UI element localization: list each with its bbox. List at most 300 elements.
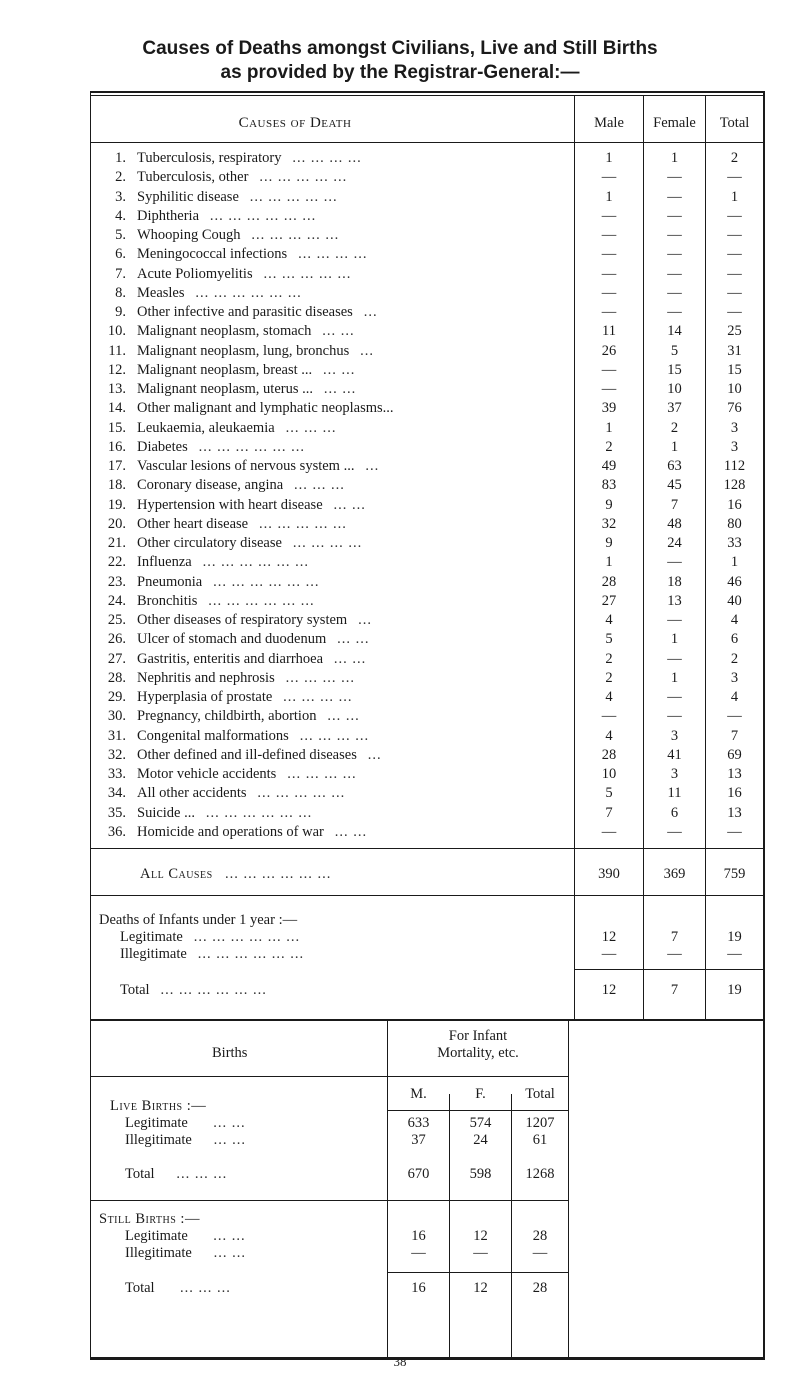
cause-label: Measles — [137, 285, 185, 301]
cause-number: 22. — [107, 554, 126, 570]
cause-label: Coronary disease, angina — [137, 477, 284, 493]
cause-number: 17. — [107, 458, 126, 474]
cause-label: Other infective and parasitic diseases — [137, 304, 353, 320]
cause-spacer — [276, 766, 287, 782]
table-top-border — [90, 91, 764, 93]
cause-female: — — [667, 266, 682, 282]
infants-top-rule — [90, 895, 764, 896]
cause-number: 7. — [115, 266, 126, 282]
cause-number: 23. — [107, 574, 126, 590]
cause-female: 7 — [670, 497, 679, 513]
cause-spacer — [185, 285, 196, 301]
cause-spacer — [313, 381, 324, 397]
cause-label: Congenital malformations — [137, 728, 289, 744]
cause-total: — — [727, 208, 742, 224]
cause-spacer — [241, 227, 252, 243]
cause-female: 1 — [670, 150, 679, 166]
live-legit-m: 633 — [407, 1115, 430, 1131]
cause-spacer — [326, 631, 337, 647]
cause-leader-dots: ... ... — [322, 323, 355, 339]
cause-label: Malignant neoplasm, stomach — [137, 323, 312, 339]
cause-number: 15. — [107, 420, 126, 436]
cause-spacer — [323, 651, 334, 667]
cause-male: 4 — [605, 612, 613, 628]
cause-total: 16 — [727, 785, 742, 801]
cause-total: 46 — [727, 574, 742, 590]
cause-leader-dots: ... ... ... ... — [285, 670, 355, 686]
cause-female: 41 — [667, 747, 682, 763]
still-total-m: 16 — [411, 1280, 426, 1296]
cause-total: 76 — [727, 400, 742, 416]
cause-spacer — [272, 689, 283, 705]
cause-label: Motor vehicle accidents — [137, 766, 277, 782]
cause-number: 14. — [107, 400, 126, 416]
infants-illegit-label: Illegitimate ... ... ... ... ... ... — [120, 946, 305, 962]
cause-total: 2 — [730, 150, 739, 166]
cause-leader-dots: ... ... ... ... — [292, 150, 362, 166]
cause-spacer — [248, 516, 259, 532]
cause-label: Malignant neoplasm, lung, bronchus — [137, 343, 350, 359]
cause-name — [137, 477, 345, 494]
cause-name — [137, 246, 367, 263]
cause-male: 9 — [605, 535, 613, 551]
cause-name — [137, 497, 366, 514]
cause-spacer — [275, 420, 286, 436]
cause-number: 27. — [107, 651, 126, 667]
cause-total: 10 — [727, 381, 742, 397]
cause-leader-dots: ... ... ... ... — [287, 766, 357, 782]
cause-spacer — [316, 708, 327, 724]
cause-name — [137, 400, 404, 417]
live-births-heading: Live Births :— — [110, 1098, 207, 1114]
cause-leader-dots: ... ... ... ... ... — [259, 516, 347, 532]
infants-total-male: 12 — [601, 982, 617, 998]
cause-spacer — [202, 574, 213, 590]
cause-total: 1 — [730, 554, 739, 570]
cause-male: 27 — [601, 593, 617, 609]
cause-total: 15 — [727, 362, 742, 378]
cause-female: 3 — [670, 728, 679, 744]
live-legit-f: 574 — [469, 1115, 492, 1131]
cause-number: 30. — [107, 708, 126, 724]
cause-leader-dots: ... ... ... ... ... ... — [209, 208, 317, 224]
cause-name — [137, 266, 351, 283]
infants-total-rule — [575, 969, 764, 970]
cause-name — [137, 574, 320, 591]
table-left-border — [90, 91, 91, 1360]
births-m-header: M. — [410, 1086, 427, 1102]
cause-label: Ulcer of stomach and duodenum — [137, 631, 327, 647]
live-illegit-f: 24 — [473, 1132, 488, 1148]
cause-female: 6 — [670, 805, 679, 821]
live-legit-t: 1207 — [525, 1115, 555, 1131]
cause-name — [137, 189, 338, 206]
cause-label: All other accidents — [137, 785, 247, 801]
cause-female: — — [667, 612, 682, 628]
cause-spacer — [275, 670, 286, 686]
cause-male: — — [601, 285, 617, 301]
cause-spacer — [282, 535, 293, 551]
infants-legit-label: Legitimate ... ... ... ... ... ... — [120, 929, 301, 945]
cause-total: 6 — [730, 631, 739, 647]
births-f-header: F. — [475, 1086, 486, 1102]
all-causes-label: All Causes ... ... ... ... ... ... — [140, 866, 332, 882]
cause-female: 18 — [667, 574, 682, 590]
cause-name — [137, 535, 362, 552]
all-causes-top-rule — [90, 848, 764, 849]
cause-leader-dots: ... ... — [334, 824, 368, 840]
births-mf-rule — [388, 1110, 568, 1111]
cause-male: 5 — [605, 631, 613, 647]
cause-spacer — [281, 150, 292, 166]
cause-total: 13 — [727, 766, 742, 782]
cause-spacer — [287, 246, 298, 262]
cause-male: — — [601, 227, 617, 243]
cause-number: 34. — [107, 785, 126, 801]
cause-name — [137, 747, 382, 764]
cause-number: 8. — [115, 285, 126, 301]
page-subtitle: as provided by the Registrar-General:— — [220, 62, 580, 83]
cause-male: — — [601, 208, 617, 224]
cause-female: — — [667, 651, 682, 667]
cause-number: 33. — [107, 766, 126, 782]
cause-name — [137, 304, 378, 321]
cause-number: 19. — [107, 497, 126, 513]
all-causes-male: 390 — [598, 866, 620, 882]
cause-name — [137, 169, 347, 186]
cause-male: — — [601, 304, 617, 320]
cause-male: — — [601, 246, 617, 262]
cause-total: 3 — [730, 439, 739, 455]
cause-female: — — [667, 689, 682, 705]
cause-number: 2. — [115, 169, 126, 185]
live-total-t: 1268 — [525, 1166, 555, 1182]
cause-number: 24. — [107, 593, 126, 609]
cause-female: 48 — [667, 516, 682, 532]
cause-number: 11. — [108, 343, 126, 359]
cause-male: — — [601, 362, 617, 378]
cause-number: 36. — [107, 824, 126, 840]
cause-male: 28 — [601, 574, 617, 590]
cause-total: 128 — [723, 477, 746, 493]
still-total-label: Total ... ... ... — [125, 1280, 231, 1296]
cause-female: 15 — [667, 362, 682, 378]
live-legit-label: Legitimate ... ... — [125, 1115, 246, 1131]
cause-leader-dots: ... ... ... ... — [299, 728, 370, 744]
infants-total-female: 7 — [670, 982, 679, 998]
cause-female: — — [667, 246, 682, 262]
cause-leader-dots: ... ... ... ... — [283, 689, 353, 705]
cause-spacer — [283, 477, 294, 493]
cause-male: 49 — [601, 458, 617, 474]
for-infant-line1: For Infant — [448, 1028, 508, 1044]
cause-number: 20. — [107, 516, 126, 532]
table-top-border-thin — [90, 95, 764, 96]
cause-male: 9 — [605, 497, 613, 513]
cause-male: 1 — [605, 189, 613, 205]
infants-heading: Deaths of Infants under 1 year :— — [99, 912, 298, 928]
cause-leader-dots: ... ... ... ... ... ... — [202, 554, 309, 570]
cause-leader-dots: ... ... ... ... ... ... — [208, 593, 315, 609]
still-total-t: 28 — [532, 1280, 548, 1296]
page-title: Causes of Deaths amongst Civilians, Live and Still Births — [142, 38, 658, 59]
cause-male: 39 — [601, 400, 617, 416]
cause-name — [137, 554, 309, 571]
cause-female: 1 — [670, 670, 679, 686]
cause-leader-dots: ... ... — [333, 497, 366, 513]
infants-legit-male: 12 — [601, 929, 617, 945]
cause-total: — — [727, 246, 742, 262]
live-total-m: 670 — [407, 1166, 430, 1182]
cause-number: 35. — [107, 805, 126, 821]
cause-name — [137, 285, 302, 302]
live-total-label: Total ... ... ... — [125, 1166, 228, 1182]
still-legit-t: 28 — [532, 1228, 548, 1244]
cause-name — [137, 728, 369, 745]
cause-female: — — [667, 285, 682, 301]
cause-total: 2 — [730, 651, 739, 667]
cause-male: 4 — [605, 728, 613, 744]
cause-male: 1 — [605, 150, 613, 166]
cause-name — [137, 593, 315, 610]
cause-label: Malignant neoplasm, uterus ... — [137, 381, 313, 397]
cause-label: Leukaemia, aleukaemia — [137, 420, 275, 436]
cause-spacer — [247, 785, 258, 801]
births-total-header: Total — [525, 1086, 555, 1102]
cause-name — [137, 708, 360, 725]
cause-label: Nephritis and nephrosis — [137, 670, 275, 686]
cause-total: — — [727, 304, 742, 320]
cause-female: 14 — [667, 323, 682, 339]
cause-label: Syphilitic disease — [137, 189, 239, 205]
cause-number: 5. — [115, 227, 126, 243]
cause-label: Hyperplasia of prostate — [137, 689, 273, 705]
cause-number: 6. — [115, 246, 126, 262]
cause-leader-dots: ... — [358, 612, 372, 628]
cause-leader-dots: ... ... ... ... ... — [251, 227, 340, 243]
infants-legit-total: 19 — [727, 929, 742, 945]
cause-name — [137, 516, 347, 533]
births-top-rule — [90, 1019, 764, 1021]
cause-spacer — [188, 439, 199, 455]
cause-label: Other malignant and lymphatic neoplasms... — [137, 400, 394, 416]
still-births-top-rule — [90, 1200, 568, 1201]
still-total-rule — [388, 1272, 568, 1273]
cause-spacer — [311, 323, 322, 339]
cause-name — [137, 458, 379, 475]
live-illegit-label: Illegitimate ... ... — [125, 1132, 246, 1148]
cause-label: Meningococcal infections — [137, 246, 288, 262]
cause-female: — — [667, 554, 682, 570]
cause-spacer — [394, 400, 405, 416]
cause-female: — — [667, 304, 682, 320]
cause-label: Pneumonia — [137, 574, 203, 590]
cause-male: 4 — [605, 689, 613, 705]
cause-number: 4. — [115, 208, 126, 224]
cause-label: Other diseases of respiratory system — [137, 612, 348, 628]
cause-leader-dots: ... ... ... ... ... — [263, 266, 352, 282]
cause-female: — — [667, 169, 682, 185]
cause-female: — — [667, 208, 682, 224]
header-causes: Causes of Death — [238, 115, 352, 131]
cause-number: 32. — [107, 747, 126, 763]
births-label: Births — [212, 1045, 248, 1061]
cause-spacer — [347, 612, 358, 628]
cause-name — [137, 343, 374, 360]
cause-male: 2 — [605, 670, 613, 686]
page-number: 38 — [393, 1354, 407, 1369]
cause-female: 13 — [667, 593, 682, 609]
cause-female: 37 — [667, 400, 682, 416]
cause-spacer — [354, 458, 365, 474]
cause-leader-dots: ... ... — [333, 651, 367, 667]
cause-spacer — [357, 747, 368, 763]
cause-name — [137, 824, 367, 841]
cause-male: 11 — [602, 323, 616, 339]
cause-male: 1 — [605, 420, 613, 436]
infants-total-label: Total ... ... ... ... ... ... — [120, 982, 267, 998]
cause-label: Suicide ... — [137, 805, 195, 821]
cause-male: 2 — [605, 651, 613, 667]
cause-male: 83 — [601, 477, 617, 493]
live-illegit-m: 37 — [411, 1132, 426, 1148]
still-legit-m: 16 — [411, 1228, 426, 1244]
cause-number: 3. — [115, 189, 126, 205]
cause-spacer — [253, 266, 264, 282]
cause-total: — — [727, 266, 742, 282]
table-right-border — [763, 91, 765, 1360]
cause-female: 2 — [670, 420, 679, 436]
cause-leader-dots: ... ... ... — [294, 477, 345, 493]
cause-male: 2 — [605, 439, 613, 455]
cause-male: — — [601, 824, 617, 840]
cause-spacer — [353, 304, 364, 320]
cause-male: — — [601, 708, 617, 724]
cause-total: 112 — [723, 458, 746, 474]
cause-male: 1 — [605, 554, 613, 570]
cause-label: Homicide and operations of war — [137, 824, 324, 840]
still-births-heading: Still Births :— — [99, 1211, 200, 1227]
cause-total: — — [727, 285, 742, 301]
cause-female: 11 — [667, 785, 682, 801]
cause-male: — — [601, 381, 617, 397]
cause-male: — — [601, 169, 617, 185]
cause-spacer — [197, 593, 208, 609]
cause-number: 26. — [107, 631, 126, 647]
cause-spacer — [312, 362, 323, 378]
cause-name — [137, 651, 366, 668]
cause-female: — — [667, 227, 682, 243]
header-female: Female — [653, 115, 696, 131]
cause-leader-dots: ... ... ... ... ... ... — [205, 805, 313, 821]
cause-total: 3 — [730, 420, 739, 436]
header-rule — [90, 142, 764, 143]
cause-name — [137, 689, 353, 706]
cause-female: — — [667, 189, 682, 205]
cause-male: 5 — [605, 785, 613, 801]
still-legit-f: 12 — [473, 1228, 488, 1244]
cause-name — [137, 785, 345, 802]
cause-female: 63 — [667, 458, 682, 474]
cause-female: 3 — [670, 766, 679, 782]
cause-name — [137, 612, 372, 629]
cause-label: Tuberculosis, respiratory — [137, 150, 282, 166]
cause-spacer — [195, 805, 206, 821]
cause-leader-dots: ... ... ... — [285, 420, 337, 436]
infants-total-total: 19 — [727, 982, 742, 998]
still-illegit-t: — — [532, 1245, 548, 1261]
cause-label: Vascular lesions of nervous system ... — [137, 458, 355, 474]
still-illegit-label: Illegitimate ... ... — [125, 1245, 246, 1261]
cause-name — [137, 439, 305, 456]
cause-female: 10 — [667, 381, 682, 397]
cause-total: 31 — [727, 343, 742, 359]
cause-leader-dots: ... — [365, 458, 380, 474]
births-divider — [387, 1020, 388, 1357]
cause-spacer — [239, 189, 250, 205]
cause-total: 33 — [727, 535, 742, 551]
cause-leader-dots: ... ... — [327, 708, 360, 724]
infants-illegit-female: — — [667, 946, 682, 962]
cause-male: 32 — [601, 516, 617, 532]
cause-name — [137, 670, 355, 687]
cause-female: 1 — [670, 439, 679, 455]
cause-total: 40 — [727, 593, 742, 609]
cause-spacer — [289, 728, 300, 744]
cause-label: Gastritis, enteritis and diarrhoea — [137, 651, 324, 667]
cause-male: 10 — [601, 766, 617, 782]
cause-label: Bronchitis — [137, 593, 198, 609]
still-illegit-m: — — [411, 1245, 426, 1261]
cause-leader-dots: ... ... ... ... — [298, 246, 368, 262]
cause-total: 3 — [730, 670, 739, 686]
cause-female: 1 — [670, 631, 679, 647]
cause-number: 31. — [107, 728, 126, 744]
cause-leader-dots: ... — [367, 747, 382, 763]
infants-illegit-total: — — [727, 946, 742, 962]
cause-spacer — [323, 497, 334, 513]
births-right-divider — [568, 1020, 569, 1357]
cause-male: 7 — [605, 805, 613, 821]
cause-total: 69 — [727, 747, 742, 763]
cause-spacer — [349, 343, 360, 359]
cause-leader-dots: ... — [360, 343, 374, 359]
cause-total: 13 — [727, 805, 742, 821]
still-illegit-f: — — [473, 1245, 488, 1261]
cause-label: Tuberculosis, other — [137, 169, 249, 185]
cause-male: — — [601, 266, 617, 282]
cause-total: — — [727, 169, 742, 185]
cause-total: 7 — [730, 728, 739, 744]
cause-female: 45 — [667, 477, 682, 493]
cause-number: 29. — [107, 689, 126, 705]
cause-spacer — [248, 169, 259, 185]
cause-label: Other heart disease — [137, 516, 249, 532]
cause-name — [137, 420, 336, 437]
cause-leader-dots: ... ... ... ... — [292, 535, 363, 551]
cause-label: Influenza — [137, 554, 192, 570]
cause-total: 4 — [730, 612, 739, 628]
cause-label: Diabetes — [137, 439, 188, 455]
cause-male: 28 — [601, 747, 617, 763]
cause-number: 18. — [107, 477, 126, 493]
cause-number: 25. — [107, 612, 126, 628]
cause-number: 10. — [107, 323, 126, 339]
cause-label: Whooping Cough — [137, 227, 241, 243]
cause-total: 80 — [727, 516, 742, 532]
cause-name — [137, 631, 370, 648]
still-total-f: 12 — [473, 1280, 488, 1296]
